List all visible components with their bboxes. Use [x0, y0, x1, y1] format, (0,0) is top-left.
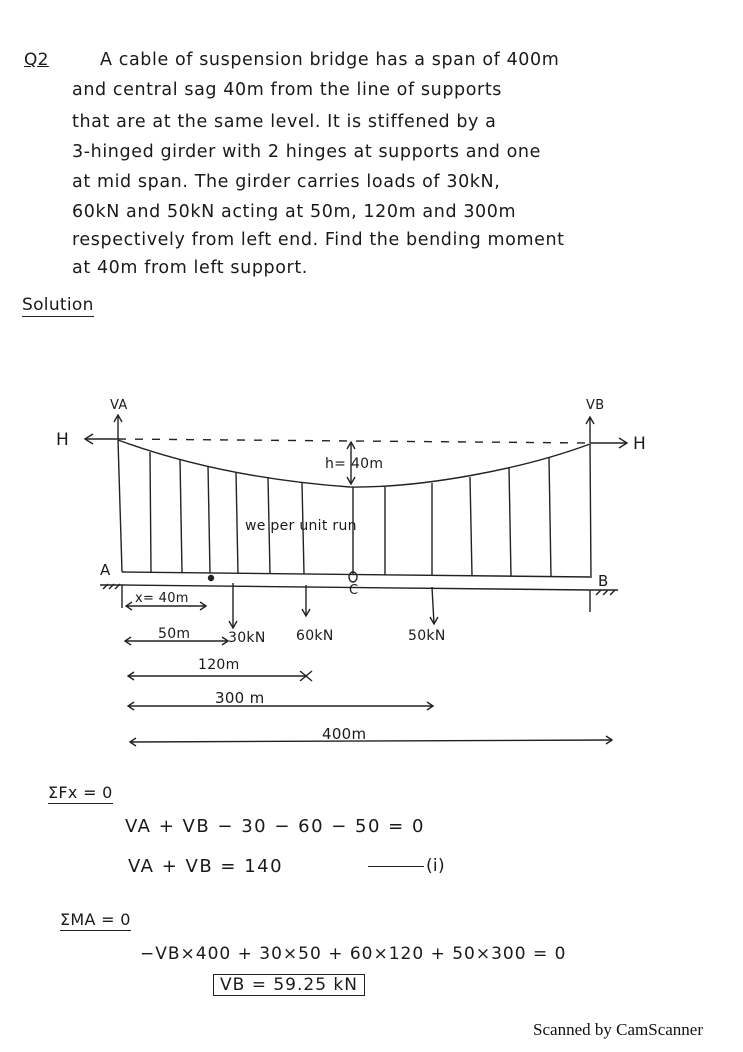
label-vb: VB [586, 398, 605, 413]
support-line [118, 439, 590, 443]
label-load-30kn: 30kN [228, 630, 266, 646]
label-50m: 50m [158, 626, 191, 642]
question-line-6: 60kN and 50kN acting at 50m, 120m and 300m [72, 202, 517, 222]
fx-equation-2: VA + VB = 140 [128, 856, 284, 877]
ma-equation-1: −VB×400 + 30×50 + 60×120 + 50×300 = 0 [140, 944, 567, 964]
question-line-8: at 40m from left support. [72, 258, 308, 278]
question-line-5: at mid span. The girder carries loads of 30kN, [72, 172, 501, 192]
label-400m: 400m [322, 725, 367, 743]
label-load-50kn: 50kN [408, 628, 446, 644]
question-line-2: and central sag 40m from the line of supports [72, 80, 503, 100]
fx-equation-1: VA + VB − 30 − 60 − 50 = 0 [125, 816, 425, 837]
vb-result-box: VB = 59.25 kN [213, 974, 365, 996]
label-c: C [349, 583, 359, 598]
label-120m: 120m [198, 657, 240, 673]
scanner-watermark: Scanned by CamScanner [533, 1020, 703, 1039]
solution-heading: Solution [22, 295, 94, 315]
fx-heading: ΣFx = 0 [48, 783, 113, 802]
question-line-4: 3-hinged girder with 2 hinges at supports and one [72, 142, 541, 162]
ma-heading: ΣMA = 0 [60, 910, 131, 929]
label-udl: we per unit run [245, 518, 357, 534]
fx-equation-ref [368, 856, 445, 876]
question-line-1: A cable of suspension bridge has a span of 400m [100, 50, 560, 70]
label-h-right: H [633, 434, 647, 454]
question-line-3: that are at the same level. It is stiffened by a [72, 112, 497, 132]
label-sag: h= 40m [325, 456, 384, 472]
label-h-left: H [56, 430, 70, 450]
equation-ref-label: (i) [426, 856, 445, 876]
label-load-60kn: 60kN [296, 628, 334, 644]
label-300m: 300 m [215, 689, 265, 707]
label-va: VA [110, 398, 128, 413]
label-b: B [598, 572, 609, 590]
label-a: A [100, 561, 111, 579]
label-x-dim: x= 40m [135, 591, 189, 606]
question-line-7: respectively from left end. Find the bending moment [72, 230, 565, 250]
question-label: Q2 [24, 50, 49, 70]
